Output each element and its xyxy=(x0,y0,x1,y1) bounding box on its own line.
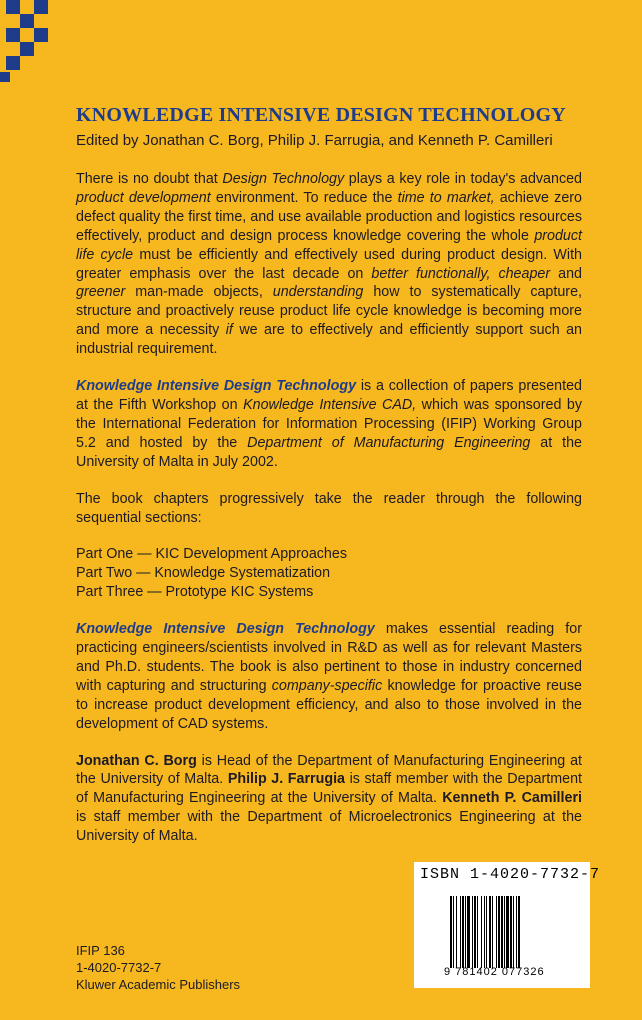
series-number: IFIP 136 xyxy=(76,943,125,958)
section-item: Part One — KIC Development Approaches xyxy=(76,546,347,563)
barcode-icon xyxy=(450,896,554,968)
publisher-name: Kluwer Academic Publishers xyxy=(76,977,241,992)
checkered-squares-logo xyxy=(0,0,60,90)
book-title: KNOWLEDGE INTENSIVE DESIGN TECHNOLOGY xyxy=(76,104,566,126)
barcode-digits: 9 781402 077326 xyxy=(444,966,545,978)
isbn-footer: 1-4020-7732-7 xyxy=(76,960,162,975)
description xyxy=(76,170,582,864)
paragraph-about-book: Knowledge Intensive Design Technology is a collection of papers presented at the Fifth Workshop on Knowledge Intensive CAD, which was sponsored by the International Federation for Information Processing (IFIP) Working Group 5.2 and hosted by the Department of Manufacturing Engineering at the University of Malta in July 2002. xyxy=(76,378,582,470)
paragraph-sections-intro: The book chapters progressively take the reader through the following sequential sections: xyxy=(76,490,582,526)
isbn-barcode-box xyxy=(414,862,601,988)
editors-line: Edited by Jonathan C. Borg, Philip J. Farrugia, and Kenneth P. Camilleri xyxy=(76,132,553,149)
paragraph-intro: There is no doubt that Design Technology plays a key role in today's advanced product development environment. To reduce the time to market, achieve zero defect quality the first time, and use available production and logistics resources effectively, product and design process knowledge covering the whole product life cycle must be efficiently and effectively used during product design. With greater emphasis over the last decade on better functionally, cheaper and greener man-made objects, understanding how to systematically capture, structure and proactively reuse product life cycle knowledge is becoming more and more a necessity if we are to effectively and efficiently support such an industrial requirement. xyxy=(76,171,583,358)
section-item: Part Three — Prototype KIC Systems xyxy=(76,584,314,601)
section-item: Part Two — Knowledge Systematization xyxy=(76,565,331,582)
publisher-footer xyxy=(76,942,240,993)
paragraph-editors-bio: Jonathan C. Borg is Head of the Department of Manufacturing Engineering at the University of Malta. Philip J. Farrugia is staff member with the Department of Manufacturing Engineering at the University of Malta. Kenneth P. Camilleri is staff member with the Department of Microelectronics Engineering at the University of Malta. xyxy=(76,752,582,845)
paragraph-audience: Knowledge Intensive Design Technology makes essential reading for practicing engineers/scientists involved in R&D as well as for relevant Masters and Ph.D. students. The book is also pertinent to those in industry concerned with capturing and structuring company-specific knowledge for proactive reuse to increase product development efficiency, and also to those involved in the development of CAD systems. xyxy=(76,621,582,732)
isbn-label: ISBN 1-4020-7732-7 xyxy=(420,866,601,883)
sections-list xyxy=(76,545,582,602)
